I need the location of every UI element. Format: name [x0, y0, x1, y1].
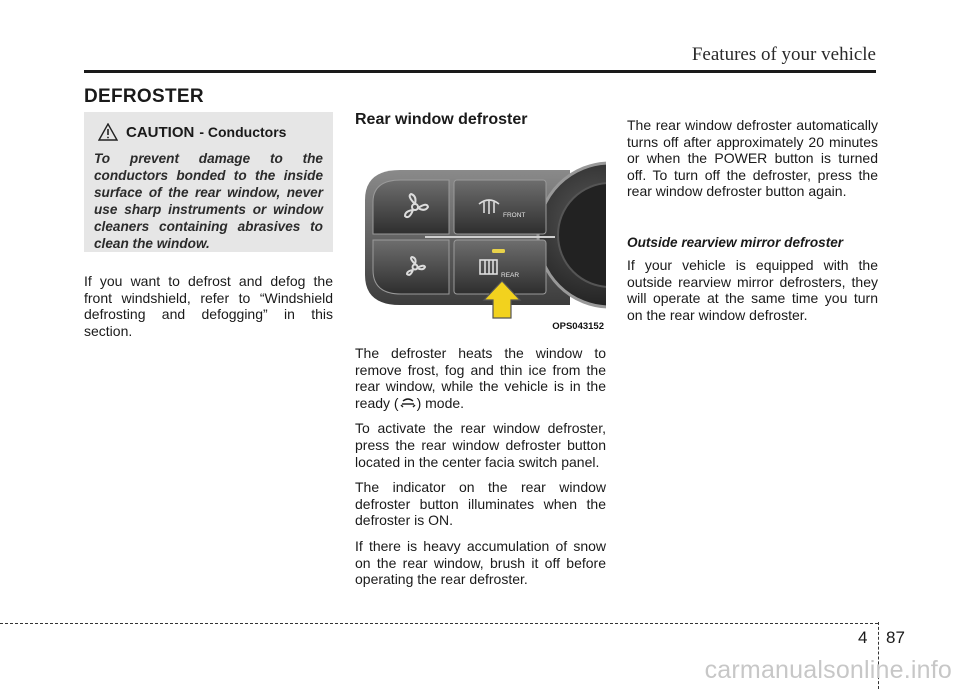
p1-text-before: The defroster heats the window to remove frost, fog and thin ice from the rear window, while the vehicle is in the ready (	[355, 345, 606, 411]
right-column	[627, 117, 878, 209]
header-title: Features of your vehicle	[691, 44, 876, 65]
rear-defroster-heading: Rear window defroster	[355, 111, 528, 128]
right-column-lower	[627, 257, 878, 332]
auto-off-paragraph: The rear window defroster automatically turns off after approximately 20 minutes or when the POWER button is turned off. To turn off the defroster, press the rear window defroster button again.	[627, 117, 878, 200]
caution-text: To prevent damage to the conductors bonded to the inside surface of the rear window, never use sharp instruments or window cleaners containing abrasives to clean the window.	[94, 151, 323, 251]
indicator-paragraph: The indicator on the rear window defroster button illuminates when the defroster is ON.	[355, 479, 606, 529]
snow-paragraph: If there is heavy accumulation of snow on the rear window, brush it off before operating the rear defroster.	[355, 537, 606, 588]
middle-column	[355, 345, 606, 597]
rear-defroster-indicator	[492, 249, 505, 253]
mirror-defroster-paragraph: If your vehicle is equipped with the outside rearview mirror defrosters, they will operate at the same time you turn on the rear window defroster.	[627, 257, 878, 323]
page-number: 87	[886, 628, 905, 647]
watermark: carmanualsonline.info	[704, 656, 952, 684]
caution-box	[84, 112, 333, 252]
switch-panel-illustration	[355, 140, 606, 336]
left-column	[84, 273, 333, 348]
figure-code: OPS043152	[552, 321, 604, 332]
mirror-defroster-heading: Outside rearview mirror defroster	[627, 235, 844, 250]
ready-mode-icon	[400, 397, 416, 409]
windshield-reference-paragraph: If you want to defrost and defog the front windshield, refer to “Windshield defrosting and defogging” in this section.	[84, 273, 333, 339]
warning-triangle-icon	[98, 123, 118, 141]
defroster-heats-paragraph	[355, 345, 606, 411]
section-title: DEFROSTER	[84, 86, 204, 107]
caution-header	[98, 120, 323, 144]
header-rule	[84, 70, 876, 73]
p1-text-after: ) mode.	[416, 394, 465, 411]
front-button-label: FRONT	[503, 212, 526, 219]
defroster-switch-figure	[355, 140, 606, 336]
rear-button-label: REAR	[501, 272, 520, 279]
footer-rule	[0, 623, 878, 624]
caution-word: CAUTION	[126, 123, 195, 141]
caution-subject: - Conductors	[199, 124, 287, 140]
chapter-number: 4	[858, 628, 868, 647]
activate-paragraph: To activate the rear window defroster, press the rear window defroster button located in the center facia switch panel.	[355, 420, 606, 470]
